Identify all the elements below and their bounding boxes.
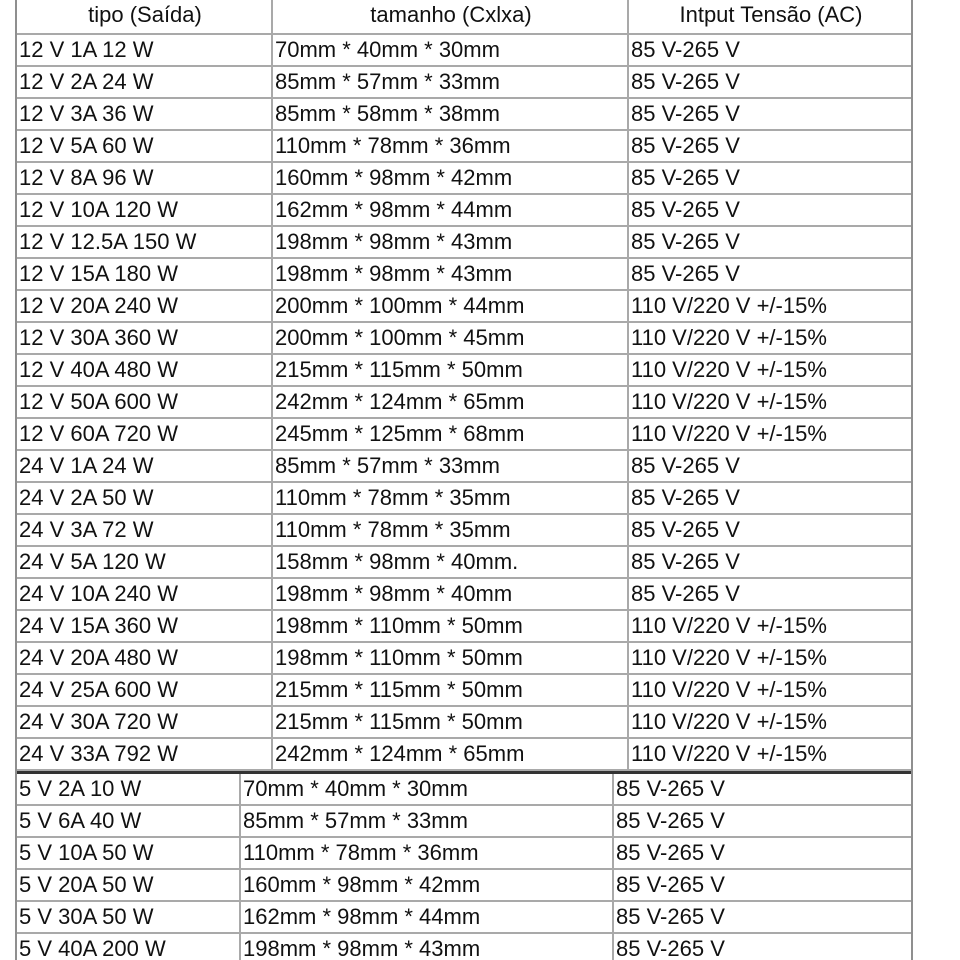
cell-input-voltage: 85 V-265 V [628, 514, 911, 546]
cell-input-voltage: 85 V-265 V [628, 98, 911, 130]
cell-output-type: 5 V 40A 200 W [17, 933, 240, 960]
cell-size: 162mm * 98mm * 44mm [240, 901, 613, 933]
cell-size: 158mm * 98mm * 40mm. [272, 546, 628, 578]
cell-size: 110mm * 78mm * 36mm [240, 837, 613, 869]
cell-output-type: 24 V 33A 792 W [17, 738, 272, 770]
cell-output-type: 12 V 5A 60 W [17, 130, 272, 162]
table-row [17, 66, 911, 98]
table-row [17, 194, 911, 226]
cell-input-voltage: 85 V-265 V [628, 34, 911, 66]
table-row [17, 738, 911, 770]
cell-input-voltage: 110 V/220 V +/-15% [628, 322, 911, 354]
cell-output-type: 24 V 1A 24 W [17, 450, 272, 482]
cell-output-type: 5 V 20A 50 W [17, 869, 240, 901]
cell-size: 110mm * 78mm * 35mm [272, 514, 628, 546]
table-row [17, 450, 911, 482]
table-row [17, 933, 911, 960]
cell-size: 198mm * 98mm * 43mm [272, 226, 628, 258]
cell-input-voltage: 110 V/220 V +/-15% [628, 354, 911, 386]
cell-input-voltage: 110 V/220 V +/-15% [628, 418, 911, 450]
cell-input-voltage: 110 V/220 V +/-15% [628, 290, 911, 322]
table-row [17, 162, 911, 194]
table-row [17, 610, 911, 642]
cell-output-type: 5 V 10A 50 W [17, 837, 240, 869]
cell-input-voltage: 110 V/220 V +/-15% [628, 674, 911, 706]
table-row [17, 837, 911, 869]
cell-output-type: 24 V 2A 50 W [17, 482, 272, 514]
cell-input-voltage: 85 V-265 V [613, 933, 911, 960]
cell-input-voltage: 110 V/220 V +/-15% [628, 706, 911, 738]
cell-size: 160mm * 98mm * 42mm [272, 162, 628, 194]
table-row [17, 805, 911, 837]
cell-size: 215mm * 115mm * 50mm [272, 674, 628, 706]
table-row [17, 869, 911, 901]
table-body-12v-24v [17, 34, 911, 770]
cell-output-type: 12 V 12.5A 150 W [17, 226, 272, 258]
cell-input-voltage: 85 V-265 V [613, 869, 911, 901]
cell-output-type: 24 V 5A 120 W [17, 546, 272, 578]
table-row [17, 514, 911, 546]
table-row [17, 482, 911, 514]
cell-size: 198mm * 98mm * 43mm [240, 933, 613, 960]
cell-input-voltage: 85 V-265 V [628, 258, 911, 290]
table-row [17, 322, 911, 354]
spec-table-sheet [15, 0, 913, 960]
cell-size: 85mm * 57mm * 33mm [272, 450, 628, 482]
cell-output-type: 24 V 30A 720 W [17, 706, 272, 738]
cell-output-type: 24 V 3A 72 W [17, 514, 272, 546]
cell-size: 70mm * 40mm * 30mm [272, 34, 628, 66]
table-row [17, 386, 911, 418]
cell-size: 85mm * 57mm * 33mm [240, 805, 613, 837]
header-row [17, 0, 911, 34]
cell-size: 242mm * 124mm * 65mm [272, 738, 628, 770]
cell-output-type: 12 V 15A 180 W [17, 258, 272, 290]
cell-input-voltage: 85 V-265 V [628, 482, 911, 514]
spec-table-5v [17, 771, 911, 960]
cell-output-type: 5 V 30A 50 W [17, 901, 240, 933]
cell-input-voltage: 85 V-265 V [628, 226, 911, 258]
table-row [17, 354, 911, 386]
header-size: tamanho (Cxlxa) [272, 0, 628, 34]
cell-size: 245mm * 125mm * 68mm [272, 418, 628, 450]
cell-output-type: 12 V 40A 480 W [17, 354, 272, 386]
cell-input-voltage: 85 V-265 V [628, 162, 911, 194]
cell-input-voltage: 85 V-265 V [613, 837, 911, 869]
cell-input-voltage: 85 V-265 V [613, 901, 911, 933]
cell-output-type: 12 V 1A 12 W [17, 34, 272, 66]
cell-size: 198mm * 110mm * 50mm [272, 610, 628, 642]
cell-size: 242mm * 124mm * 65mm [272, 386, 628, 418]
cell-output-type: 12 V 20A 240 W [17, 290, 272, 322]
cell-input-voltage: 85 V-265 V [628, 450, 911, 482]
cell-size: 198mm * 98mm * 43mm [272, 258, 628, 290]
table-row [17, 674, 911, 706]
table-row [17, 226, 911, 258]
cell-size: 110mm * 78mm * 35mm [272, 482, 628, 514]
cell-output-type: 12 V 60A 720 W [17, 418, 272, 450]
cell-output-type: 24 V 20A 480 W [17, 642, 272, 674]
cell-input-voltage: 110 V/220 V +/-15% [628, 738, 911, 770]
cell-size: 110mm * 78mm * 36mm [272, 130, 628, 162]
table-row [17, 34, 911, 66]
cell-size: 215mm * 115mm * 50mm [272, 706, 628, 738]
table-row [17, 642, 911, 674]
cell-input-voltage: 85 V-265 V [613, 805, 911, 837]
header-input-voltage: Intput Tensão (AC) [628, 0, 911, 34]
cell-size: 85mm * 57mm * 33mm [272, 66, 628, 98]
cell-input-voltage: 110 V/220 V +/-15% [628, 610, 911, 642]
table-row [17, 706, 911, 738]
cell-input-voltage: 110 V/220 V +/-15% [628, 642, 911, 674]
table-row [17, 773, 911, 806]
table-row [17, 546, 911, 578]
cell-input-voltage: 85 V-265 V [628, 546, 911, 578]
cell-input-voltage: 110 V/220 V +/-15% [628, 386, 911, 418]
cell-size: 200mm * 100mm * 45mm [272, 322, 628, 354]
cell-input-voltage: 85 V-265 V [628, 66, 911, 98]
cell-input-voltage: 85 V-265 V [628, 194, 911, 226]
cell-output-type: 5 V 6A 40 W [17, 805, 240, 837]
table-row [17, 130, 911, 162]
table-row [17, 418, 911, 450]
cell-input-voltage: 85 V-265 V [628, 130, 911, 162]
cell-output-type: 12 V 10A 120 W [17, 194, 272, 226]
table-row [17, 258, 911, 290]
cell-size: 198mm * 110mm * 50mm [272, 642, 628, 674]
cell-size: 200mm * 100mm * 44mm [272, 290, 628, 322]
cell-output-type: 12 V 50A 600 W [17, 386, 272, 418]
cell-output-type: 12 V 2A 24 W [17, 66, 272, 98]
cell-output-type: 12 V 30A 360 W [17, 322, 272, 354]
table-row [17, 578, 911, 610]
cell-size: 70mm * 40mm * 30mm [240, 773, 613, 806]
table-body-5v [17, 773, 911, 960]
cell-size: 160mm * 98mm * 42mm [240, 869, 613, 901]
table-row [17, 98, 911, 130]
cell-input-voltage: 85 V-265 V [628, 578, 911, 610]
cell-size: 215mm * 115mm * 50mm [272, 354, 628, 386]
cell-size: 162mm * 98mm * 44mm [272, 194, 628, 226]
cell-output-type: 5 V 2A 10 W [17, 773, 240, 806]
cell-output-type: 24 V 10A 240 W [17, 578, 272, 610]
cell-output-type: 24 V 15A 360 W [17, 610, 272, 642]
cell-size: 198mm * 98mm * 40mm [272, 578, 628, 610]
cell-output-type: 24 V 25A 600 W [17, 674, 272, 706]
cell-output-type: 12 V 3A 36 W [17, 98, 272, 130]
cell-output-type: 12 V 8A 96 W [17, 162, 272, 194]
table-row [17, 901, 911, 933]
cell-input-voltage: 85 V-265 V [613, 773, 911, 806]
spec-table-12v-24v [17, 0, 911, 771]
header-output-type: tipo (Saída) [17, 0, 272, 34]
cell-size: 85mm * 58mm * 38mm [272, 98, 628, 130]
table-row [17, 290, 911, 322]
